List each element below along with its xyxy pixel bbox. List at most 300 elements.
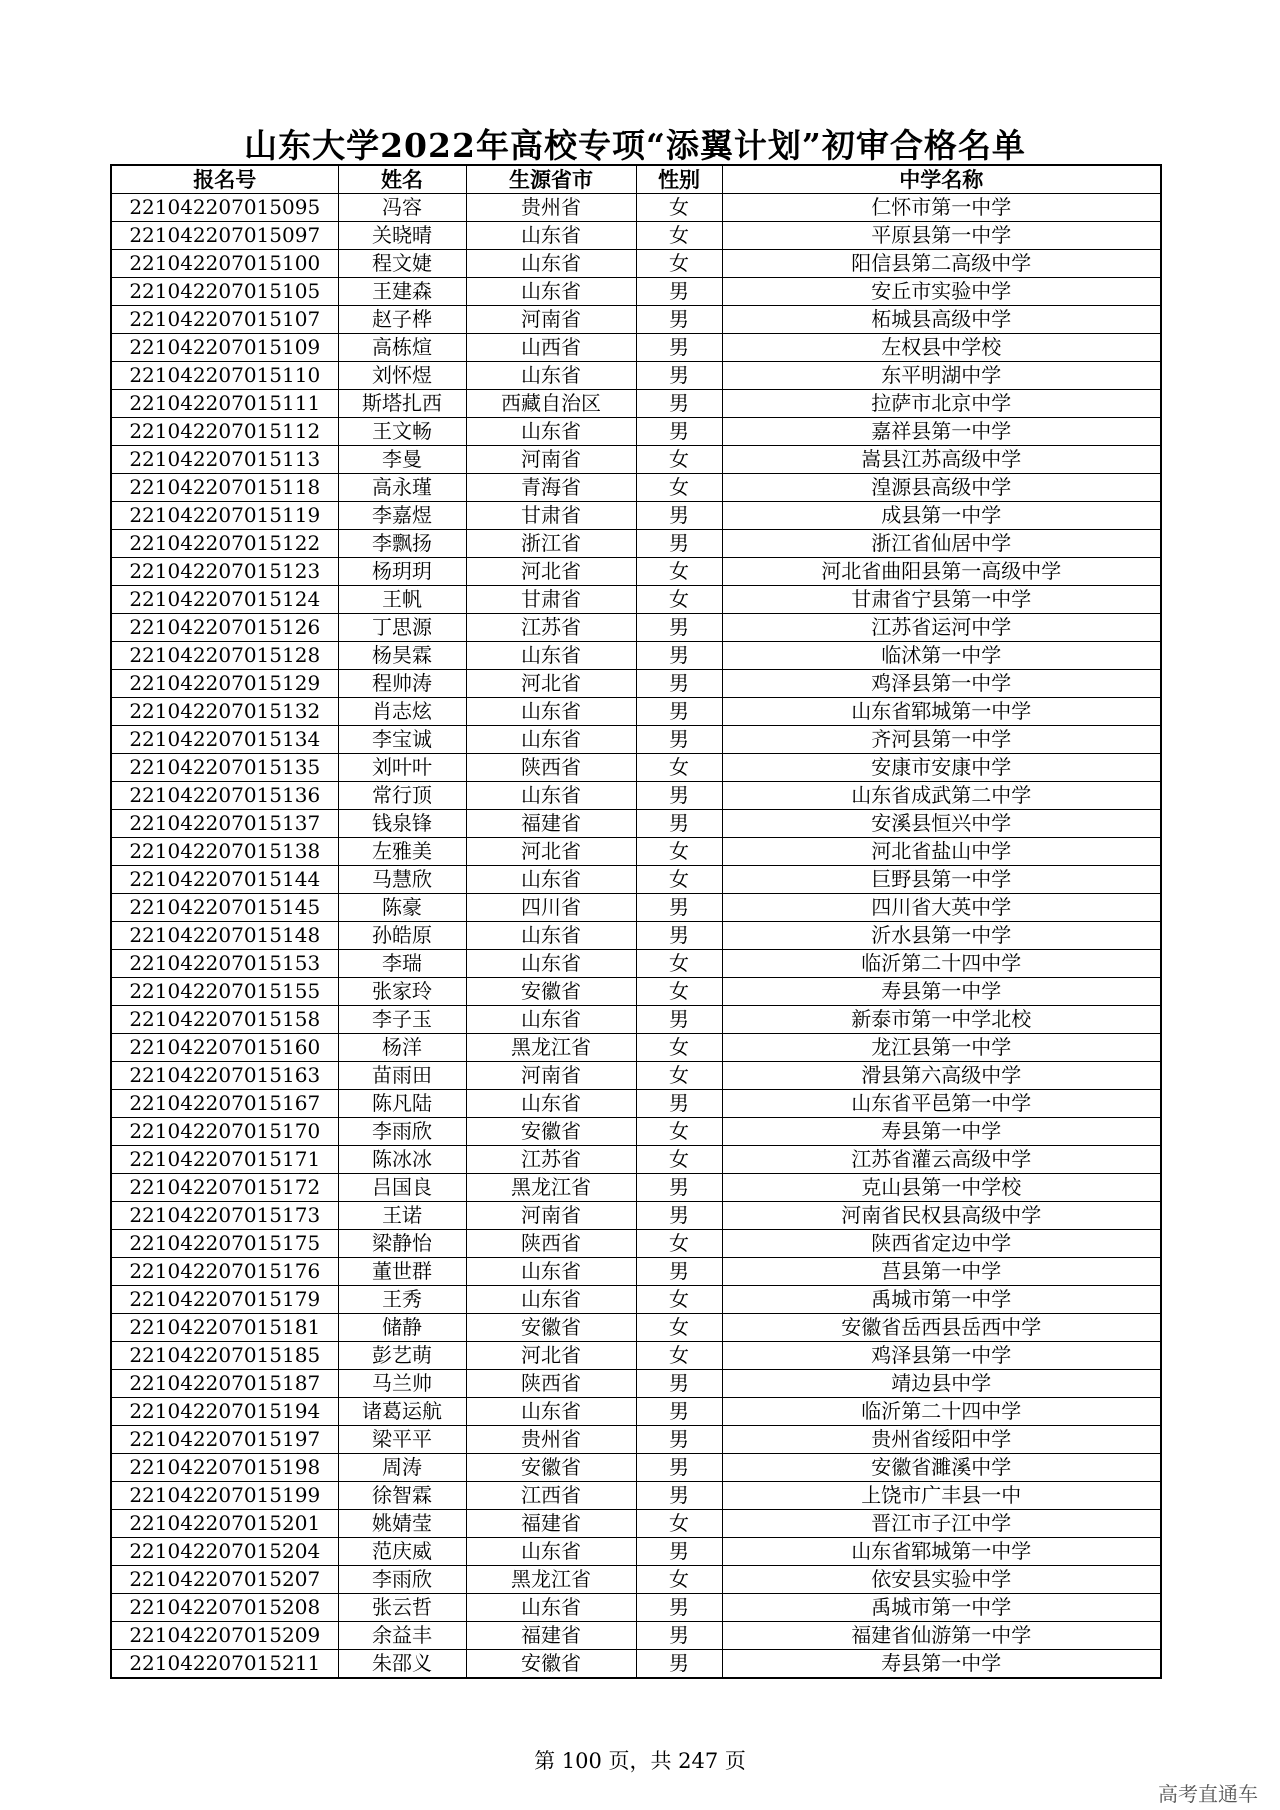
province-cell: 甘肃省	[466, 586, 636, 614]
gender-cell: 男	[636, 362, 722, 390]
province-cell: 陕西省	[466, 1370, 636, 1398]
header-gender: 性别	[636, 165, 722, 194]
registration-number-cell: 221042207015197	[111, 1426, 338, 1454]
school-name-cell: 仁怀市第一中学	[722, 194, 1161, 222]
registration-number-cell: 221042207015153	[111, 950, 338, 978]
gender-cell: 男	[636, 698, 722, 726]
school-name-cell: 湟源县高级中学	[722, 474, 1161, 502]
watermark: 高考直通车	[1158, 1782, 1258, 1806]
table-row	[111, 586, 1161, 614]
school-name-cell: 克山县第一中学校	[722, 1174, 1161, 1202]
province-cell: 山东省	[466, 866, 636, 894]
school-name-cell: 东平明湖中学	[722, 362, 1161, 390]
province-cell: 山东省	[466, 1006, 636, 1034]
table-row	[111, 754, 1161, 782]
registration-number-cell: 221042207015128	[111, 642, 338, 670]
registration-number-cell: 221042207015111	[111, 390, 338, 418]
registration-number-cell: 221042207015112	[111, 418, 338, 446]
gender-cell: 女	[636, 866, 722, 894]
gender-cell: 男	[636, 642, 722, 670]
province-cell: 山东省	[466, 1258, 636, 1286]
student-name-cell: 李宝诚	[338, 726, 466, 754]
gender-cell: 女	[636, 1230, 722, 1258]
province-cell: 山西省	[466, 334, 636, 362]
student-name-cell: 范庆威	[338, 1538, 466, 1566]
school-name-cell: 安康市安康中学	[722, 754, 1161, 782]
gender-cell: 男	[636, 1370, 722, 1398]
school-name-cell: 安丘市实验中学	[722, 278, 1161, 306]
gender-cell: 女	[636, 222, 722, 250]
student-name-cell: 张家玲	[338, 978, 466, 1006]
gender-cell: 男	[636, 1202, 722, 1230]
student-name-cell: 杨昊霖	[338, 642, 466, 670]
table-row	[111, 1538, 1161, 1566]
registration-number-cell: 221042207015194	[111, 1398, 338, 1426]
table-row	[111, 474, 1161, 502]
gender-cell: 女	[636, 474, 722, 502]
province-cell: 西藏自治区	[466, 390, 636, 418]
gender-cell: 男	[636, 1650, 722, 1679]
table-row	[111, 194, 1161, 222]
gender-cell: 男	[636, 1426, 722, 1454]
province-cell: 山东省	[466, 782, 636, 810]
gender-cell: 男	[636, 1006, 722, 1034]
table-row	[111, 1034, 1161, 1062]
document-title: 山东大学2022年高校专项“添翼计划”初审合格名单	[244, 126, 1026, 165]
gender-cell: 女	[636, 1286, 722, 1314]
table-row	[111, 1062, 1161, 1090]
registration-number-cell: 221042207015124	[111, 586, 338, 614]
school-name-cell: 山东省平邑第一中学	[722, 1090, 1161, 1118]
student-name-cell: 李雨欣	[338, 1118, 466, 1146]
page-footer: 第 100 页，共 247 页	[534, 1749, 746, 1773]
table-header-row	[111, 165, 1161, 194]
school-name-cell: 拉萨市北京中学	[722, 390, 1161, 418]
school-name-cell: 安徽省岳西县岳西中学	[722, 1314, 1161, 1342]
school-name-cell: 浙江省仙居中学	[722, 530, 1161, 558]
province-cell: 黑龙江省	[466, 1174, 636, 1202]
header-school: 中学名称	[722, 165, 1161, 194]
table-row	[111, 1650, 1161, 1679]
province-cell: 陕西省	[466, 754, 636, 782]
student-name-cell: 陈凡陆	[338, 1090, 466, 1118]
gender-cell: 男	[636, 1482, 722, 1510]
table-row	[111, 530, 1161, 558]
school-name-cell: 四川省大英中学	[722, 894, 1161, 922]
student-name-cell: 王文畅	[338, 418, 466, 446]
student-name-cell: 王帆	[338, 586, 466, 614]
school-name-cell: 晋江市子江中学	[722, 1510, 1161, 1538]
gender-cell: 女	[636, 1566, 722, 1594]
gender-cell: 男	[636, 726, 722, 754]
registration-number-cell: 221042207015204	[111, 1538, 338, 1566]
school-name-cell: 福建省仙游第一中学	[722, 1622, 1161, 1650]
registration-number-cell: 221042207015167	[111, 1090, 338, 1118]
registration-number-cell: 221042207015145	[111, 894, 338, 922]
school-name-cell: 河北省曲阳县第一高级中学	[722, 558, 1161, 586]
province-cell: 山东省	[466, 726, 636, 754]
gender-cell: 男	[636, 1622, 722, 1650]
student-name-cell: 高栋煊	[338, 334, 466, 362]
province-cell: 河南省	[466, 446, 636, 474]
student-name-cell: 肖志炫	[338, 698, 466, 726]
province-cell: 山东省	[466, 642, 636, 670]
table-row	[111, 838, 1161, 866]
school-name-cell: 江苏省运河中学	[722, 614, 1161, 642]
gender-cell: 男	[636, 1454, 722, 1482]
registration-number-cell: 221042207015185	[111, 1342, 338, 1370]
table-row	[111, 1594, 1161, 1622]
school-name-cell: 柘城县高级中学	[722, 306, 1161, 334]
province-cell: 江苏省	[466, 614, 636, 642]
school-name-cell: 河南省民权县高级中学	[722, 1202, 1161, 1230]
table-row	[111, 418, 1161, 446]
student-name-cell: 杨玥玥	[338, 558, 466, 586]
school-name-cell: 安溪县恒兴中学	[722, 810, 1161, 838]
table-body	[111, 194, 1161, 1679]
table-row	[111, 1286, 1161, 1314]
table-row	[111, 1118, 1161, 1146]
student-name-cell: 朱邵义	[338, 1650, 466, 1679]
registration-number-cell: 221042207015107	[111, 306, 338, 334]
school-name-cell: 山东省郓城第一中学	[722, 698, 1161, 726]
gender-cell: 女	[636, 950, 722, 978]
header-name: 姓名	[338, 165, 466, 194]
student-name-cell: 陈冰冰	[338, 1146, 466, 1174]
province-cell: 河北省	[466, 838, 636, 866]
registration-number-cell: 221042207015158	[111, 1006, 338, 1034]
student-name-cell: 周涛	[338, 1454, 466, 1482]
school-name-cell: 临沂第二十四中学	[722, 950, 1161, 978]
province-cell: 陕西省	[466, 1230, 636, 1258]
school-name-cell: 贵州省绥阳中学	[722, 1426, 1161, 1454]
province-cell: 四川省	[466, 894, 636, 922]
student-name-cell: 李子玉	[338, 1006, 466, 1034]
table-row	[111, 1398, 1161, 1426]
student-name-cell: 冯容	[338, 194, 466, 222]
registration-number-cell: 221042207015172	[111, 1174, 338, 1202]
gender-cell: 男	[636, 502, 722, 530]
student-name-cell: 苗雨田	[338, 1062, 466, 1090]
student-name-cell: 姚婧莹	[338, 1510, 466, 1538]
province-cell: 山东省	[466, 698, 636, 726]
province-cell: 安徽省	[466, 1118, 636, 1146]
registration-number-cell: 221042207015137	[111, 810, 338, 838]
student-name-cell: 程文婕	[338, 250, 466, 278]
table-row	[111, 1006, 1161, 1034]
gender-cell: 男	[636, 418, 722, 446]
gender-cell: 男	[636, 1090, 722, 1118]
student-name-cell: 彭艺萌	[338, 1342, 466, 1370]
table-row	[111, 446, 1161, 474]
table-row	[111, 1230, 1161, 1258]
gender-cell: 男	[636, 1174, 722, 1202]
table-row	[111, 502, 1161, 530]
registration-number-cell: 221042207015181	[111, 1314, 338, 1342]
registration-number-cell: 221042207015118	[111, 474, 338, 502]
table-row	[111, 670, 1161, 698]
gender-cell: 男	[636, 334, 722, 362]
registration-number-cell: 221042207015132	[111, 698, 338, 726]
province-cell: 山东省	[466, 222, 636, 250]
gender-cell: 男	[636, 278, 722, 306]
table-row	[111, 1258, 1161, 1286]
student-name-cell: 马兰帅	[338, 1370, 466, 1398]
school-name-cell: 安徽省濉溪中学	[722, 1454, 1161, 1482]
gender-cell: 女	[636, 586, 722, 614]
province-cell: 山东省	[466, 1398, 636, 1426]
registration-number-cell: 221042207015109	[111, 334, 338, 362]
school-name-cell: 临沭第一中学	[722, 642, 1161, 670]
table-row	[111, 978, 1161, 1006]
registration-number-cell: 221042207015148	[111, 922, 338, 950]
table-row	[111, 1342, 1161, 1370]
school-name-cell: 龙江县第一中学	[722, 1034, 1161, 1062]
student-name-cell: 程帅涛	[338, 670, 466, 698]
table-row	[111, 782, 1161, 810]
province-cell: 山东省	[466, 1594, 636, 1622]
gender-cell: 女	[636, 1314, 722, 1342]
gender-cell: 男	[636, 1258, 722, 1286]
school-name-cell: 滑县第六高级中学	[722, 1062, 1161, 1090]
student-name-cell: 钱泉锋	[338, 810, 466, 838]
table-row	[111, 1370, 1161, 1398]
student-name-cell: 陈豪	[338, 894, 466, 922]
student-name-cell: 梁静怡	[338, 1230, 466, 1258]
school-name-cell: 寿县第一中学	[722, 1118, 1161, 1146]
registration-number-cell: 221042207015113	[111, 446, 338, 474]
registration-number-cell: 221042207015179	[111, 1286, 338, 1314]
student-name-cell: 梁平平	[338, 1426, 466, 1454]
province-cell: 河南省	[466, 306, 636, 334]
student-name-cell: 斯塔扎西	[338, 390, 466, 418]
gender-cell: 男	[636, 614, 722, 642]
registration-number-cell: 221042207015201	[111, 1510, 338, 1538]
registration-number-cell: 221042207015100	[111, 250, 338, 278]
gender-cell: 男	[636, 922, 722, 950]
table-row	[111, 1314, 1161, 1342]
registration-number-cell: 221042207015123	[111, 558, 338, 586]
school-name-cell: 齐河县第一中学	[722, 726, 1161, 754]
registration-number-cell: 221042207015155	[111, 978, 338, 1006]
school-name-cell: 鸡泽县第一中学	[722, 1342, 1161, 1370]
school-name-cell: 甘肃省宁县第一中学	[722, 586, 1161, 614]
header-province: 生源省市	[466, 165, 636, 194]
student-name-cell: 常行顶	[338, 782, 466, 810]
school-name-cell: 依安县实验中学	[722, 1566, 1161, 1594]
province-cell: 山东省	[466, 1090, 636, 1118]
registration-number-cell: 221042207015126	[111, 614, 338, 642]
gender-cell: 女	[636, 838, 722, 866]
table-row	[111, 1566, 1161, 1594]
province-cell: 甘肃省	[466, 502, 636, 530]
table-row	[111, 1510, 1161, 1538]
table-row	[111, 1146, 1161, 1174]
province-cell: 河南省	[466, 1062, 636, 1090]
student-name-cell: 储静	[338, 1314, 466, 1342]
student-name-cell: 吕国良	[338, 1174, 466, 1202]
registration-number-cell: 221042207015163	[111, 1062, 338, 1090]
table-row	[111, 278, 1161, 306]
table-row	[111, 1174, 1161, 1202]
registration-number-cell: 221042207015129	[111, 670, 338, 698]
table-row	[111, 922, 1161, 950]
registration-number-cell: 221042207015110	[111, 362, 338, 390]
student-name-cell: 杨洋	[338, 1034, 466, 1062]
province-cell: 河南省	[466, 1202, 636, 1230]
gender-cell: 男	[636, 810, 722, 838]
school-name-cell: 陕西省定边中学	[722, 1230, 1161, 1258]
registration-number-cell: 221042207015176	[111, 1258, 338, 1286]
student-name-cell: 诸葛运航	[338, 1398, 466, 1426]
registration-number-cell: 221042207015199	[111, 1482, 338, 1510]
province-cell: 山东省	[466, 922, 636, 950]
province-cell: 河北省	[466, 670, 636, 698]
gender-cell: 男	[636, 1594, 722, 1622]
student-name-cell: 高永瑾	[338, 474, 466, 502]
school-name-cell: 嘉祥县第一中学	[722, 418, 1161, 446]
province-cell: 黑龙江省	[466, 1034, 636, 1062]
gender-cell: 女	[636, 558, 722, 586]
student-name-cell: 李瑞	[338, 950, 466, 978]
province-cell: 江西省	[466, 1482, 636, 1510]
header-registration-number: 报名号	[111, 165, 338, 194]
student-name-cell: 李曼	[338, 446, 466, 474]
table-row	[111, 222, 1161, 250]
gender-cell: 男	[636, 670, 722, 698]
province-cell: 福建省	[466, 810, 636, 838]
registration-number-cell: 221042207015144	[111, 866, 338, 894]
table-row	[111, 362, 1161, 390]
gender-cell: 女	[636, 194, 722, 222]
student-name-cell: 余益丰	[338, 1622, 466, 1650]
province-cell: 山东省	[466, 362, 636, 390]
student-name-cell: 孙皓原	[338, 922, 466, 950]
school-name-cell: 山东省成武第二中学	[722, 782, 1161, 810]
registration-number-cell: 221042207015138	[111, 838, 338, 866]
province-cell: 浙江省	[466, 530, 636, 558]
student-name-cell: 刘叶叶	[338, 754, 466, 782]
registration-number-cell: 221042207015105	[111, 278, 338, 306]
table-row	[111, 950, 1161, 978]
table-row	[111, 390, 1161, 418]
gender-cell: 女	[636, 250, 722, 278]
school-name-cell: 河北省盐山中学	[722, 838, 1161, 866]
table-row	[111, 334, 1161, 362]
registration-number-cell: 221042207015160	[111, 1034, 338, 1062]
registration-number-cell: 221042207015175	[111, 1230, 338, 1258]
student-name-cell: 赵子桦	[338, 306, 466, 334]
registration-number-cell: 221042207015207	[111, 1566, 338, 1594]
table-row	[111, 810, 1161, 838]
province-cell: 河北省	[466, 558, 636, 586]
registration-number-cell: 221042207015198	[111, 1454, 338, 1482]
province-cell: 山东省	[466, 1538, 636, 1566]
province-cell: 贵州省	[466, 1426, 636, 1454]
registration-number-cell: 221042207015095	[111, 194, 338, 222]
student-name-cell: 左雅美	[338, 838, 466, 866]
student-name-cell: 王建森	[338, 278, 466, 306]
province-cell: 山东省	[466, 278, 636, 306]
table-row	[111, 1202, 1161, 1230]
table-row	[111, 1482, 1161, 1510]
province-cell: 安徽省	[466, 1314, 636, 1342]
school-name-cell: 新泰市第一中学北校	[722, 1006, 1161, 1034]
gender-cell: 女	[636, 1118, 722, 1146]
table-row	[111, 306, 1161, 334]
school-name-cell: 临沂第二十四中学	[722, 1398, 1161, 1426]
gender-cell: 男	[636, 530, 722, 558]
gender-cell: 女	[636, 978, 722, 1006]
student-name-cell: 丁思源	[338, 614, 466, 642]
registration-number-cell: 221042207015208	[111, 1594, 338, 1622]
school-name-cell: 沂水县第一中学	[722, 922, 1161, 950]
registration-number-cell: 221042207015097	[111, 222, 338, 250]
registration-number-cell: 221042207015173	[111, 1202, 338, 1230]
gender-cell: 女	[636, 1062, 722, 1090]
school-name-cell: 山东省郓城第一中学	[722, 1538, 1161, 1566]
registration-number-cell: 221042207015209	[111, 1622, 338, 1650]
roster-table	[110, 164, 1162, 1679]
gender-cell: 男	[636, 306, 722, 334]
student-name-cell: 刘怀煜	[338, 362, 466, 390]
province-cell: 山东省	[466, 418, 636, 446]
province-cell: 安徽省	[466, 1454, 636, 1482]
table-row	[111, 614, 1161, 642]
registration-number-cell: 221042207015134	[111, 726, 338, 754]
school-name-cell: 禹城市第一中学	[722, 1286, 1161, 1314]
province-cell: 江苏省	[466, 1146, 636, 1174]
province-cell: 山东省	[466, 250, 636, 278]
province-cell: 福建省	[466, 1510, 636, 1538]
registration-number-cell: 221042207015135	[111, 754, 338, 782]
student-name-cell: 关晓晴	[338, 222, 466, 250]
school-name-cell: 靖边县中学	[722, 1370, 1161, 1398]
province-cell: 黑龙江省	[466, 1566, 636, 1594]
table-row	[111, 250, 1161, 278]
school-name-cell: 鸡泽县第一中学	[722, 670, 1161, 698]
table-row	[111, 1622, 1161, 1650]
gender-cell: 男	[636, 390, 722, 418]
registration-number-cell: 221042207015119	[111, 502, 338, 530]
gender-cell: 女	[636, 446, 722, 474]
province-cell: 青海省	[466, 474, 636, 502]
student-name-cell: 董世群	[338, 1258, 466, 1286]
province-cell: 山东省	[466, 950, 636, 978]
school-name-cell: 禹城市第一中学	[722, 1594, 1161, 1622]
province-cell: 山东省	[466, 1286, 636, 1314]
table-row	[111, 894, 1161, 922]
gender-cell: 女	[636, 1146, 722, 1174]
province-cell: 贵州省	[466, 194, 636, 222]
province-cell: 安徽省	[466, 978, 636, 1006]
registration-number-cell: 221042207015122	[111, 530, 338, 558]
school-name-cell: 寿县第一中学	[722, 978, 1161, 1006]
table-row	[111, 866, 1161, 894]
registration-number-cell: 221042207015170	[111, 1118, 338, 1146]
table-row	[111, 1454, 1161, 1482]
gender-cell: 女	[636, 754, 722, 782]
student-name-cell: 李嘉煜	[338, 502, 466, 530]
student-name-cell: 徐智霖	[338, 1482, 466, 1510]
student-name-cell: 王秀	[338, 1286, 466, 1314]
registration-number-cell: 221042207015187	[111, 1370, 338, 1398]
table-row	[111, 1090, 1161, 1118]
student-name-cell: 张云哲	[338, 1594, 466, 1622]
gender-cell: 女	[636, 1034, 722, 1062]
school-name-cell: 阳信县第二高级中学	[722, 250, 1161, 278]
table-row	[111, 1426, 1161, 1454]
